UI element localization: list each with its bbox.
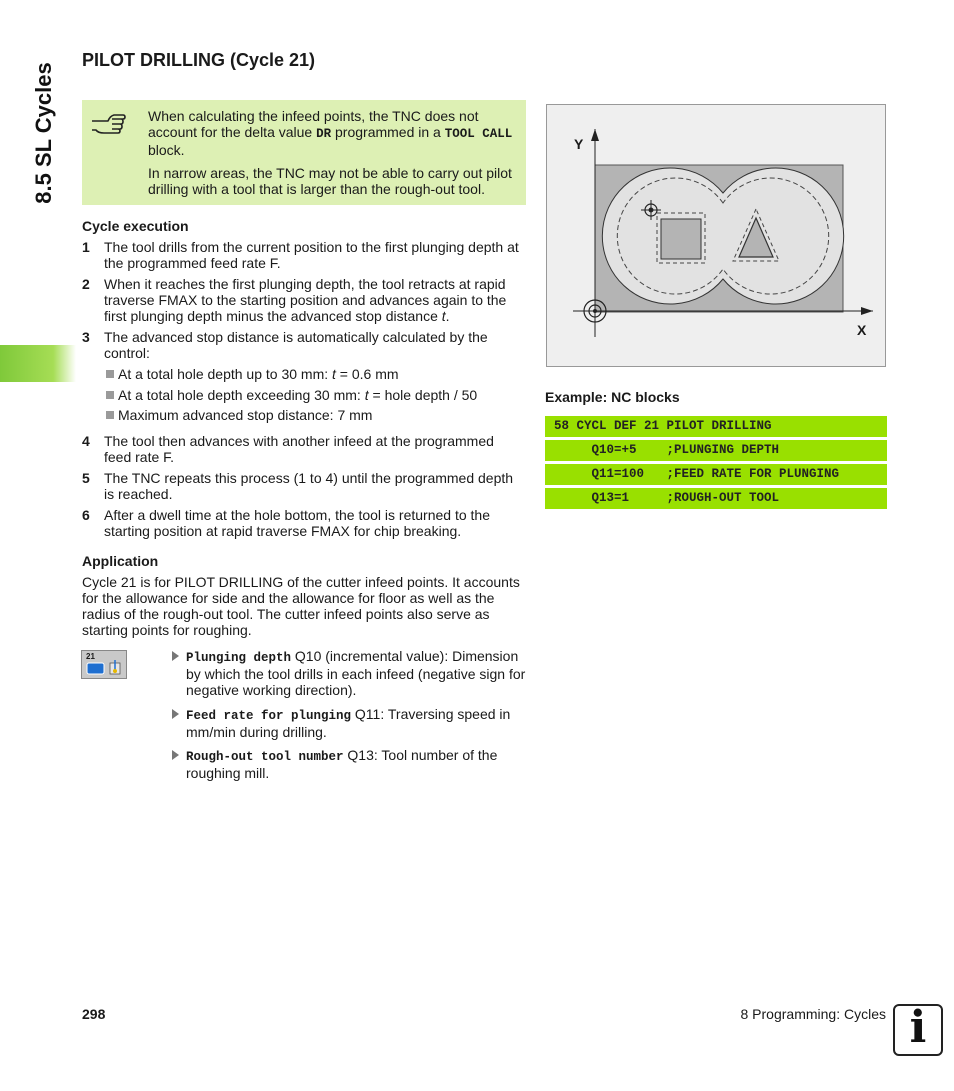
step-number: 4 <box>82 433 90 449</box>
nc-block-line: Q11=100 ;FEED RATE FOR PLUNGING <box>545 464 887 485</box>
bullet-italic: t <box>364 387 369 403</box>
bullet-item <box>106 407 526 423</box>
square-bullet-icon <box>106 411 114 419</box>
bullet-italic: t <box>332 366 336 382</box>
param-description: Q13: Tool number of the roughing mill. <box>186 747 498 781</box>
example-heading: Example: NC blocks <box>545 389 680 405</box>
param-text <box>186 706 526 740</box>
bullet-item <box>106 366 526 382</box>
param-text <box>186 648 526 698</box>
note-box <box>82 100 526 205</box>
chapter-side-title <box>20 45 68 220</box>
cycle-21-softkey[interactable] <box>81 650 127 679</box>
square-bullet-icon <box>106 370 114 378</box>
param-code: Plunging depth <box>186 651 292 665</box>
step-text-italic: t <box>441 308 446 324</box>
page-number: 298 <box>82 1006 106 1022</box>
step-text: The advanced stop distance is automatically calculated by the control: <box>104 329 488 361</box>
info-icon <box>893 1004 943 1056</box>
param-description: Q11: Traversing speed in mm/min during drilling. <box>186 706 511 740</box>
step-number: 6 <box>82 507 90 523</box>
chapter-side-title-text: 8.5 SL Cycles <box>31 61 56 204</box>
step-number: 1 <box>82 239 90 255</box>
param-text <box>186 747 526 781</box>
chapter-tab-marker <box>0 345 76 382</box>
step-text <box>104 276 524 324</box>
info-glyph: i <box>909 1002 927 1053</box>
step-text: The TNC repeats this process (1 to 4) until the programmed depth is reached. <box>104 470 514 502</box>
bullet-text: At a total hole depth exceeding 30 mm: <box>118 387 365 403</box>
square-bullet-icon <box>106 391 114 399</box>
note-code-dr: DR <box>316 127 332 141</box>
x-axis-label: X <box>857 322 867 338</box>
step-text: After a dwell time at the hole bottom, the tool is returned to the starting position at rapid traverse FMAX for chip breaking. <box>104 507 490 539</box>
step-number: 5 <box>82 470 90 486</box>
note-text: programmed in a <box>331 124 445 140</box>
note-code-tool-call: TOOL CALL <box>444 127 513 141</box>
bullet-text: = hole depth / 50 <box>368 387 478 403</box>
nc-block-line: 58 CYCL DEF 21 PILOT DRILLING <box>545 416 887 437</box>
bullet-text: = 0.6 mm <box>335 366 399 382</box>
application-text: Cycle 21 is for PILOT DRILLING of the cutter infeed points. It accounts for the allowance for side and the allowance for floor as well as the radius of the rough-out tool. The cutter infeed points also serve as starting points for roughing. <box>82 574 520 638</box>
param-code: Rough-out tool number <box>186 750 344 764</box>
pilot-drilling-icon <box>86 660 124 677</box>
note-paragraph-1 <box>148 108 518 158</box>
note-paragraph-2: In narrow areas, the TNC may not be able to carry out pilot drilling with a tool that is larger than the rough-out tool. <box>148 165 512 197</box>
step-text: The tool drills from the current position to the first plunging depth at the programmed feed rate F. <box>104 239 519 271</box>
note-text: block. <box>148 142 185 158</box>
pilot-drilling-figure <box>546 104 886 367</box>
bullet-item <box>106 387 526 403</box>
param-description: Q10 (incremental value): Dimension by which the tool drills in each infeed (negative sign for negative working direction). <box>186 648 526 698</box>
triangle-bullet-icon <box>172 651 179 661</box>
application-heading: Application <box>82 553 159 569</box>
softkey-label: 21 <box>86 652 95 661</box>
nc-block-line: Q10=+5 ;PLUNGING DEPTH <box>545 440 887 461</box>
step-number: 3 <box>82 329 90 345</box>
chapter-footer: 8 Programming: Cycles <box>740 1006 886 1022</box>
bullet-text: At a total hole depth up to 30 mm: <box>118 366 333 382</box>
step-text-part: . <box>445 308 450 324</box>
figure-drawing <box>547 105 885 366</box>
step-text: The tool then advances with another infeed at the programmed feed rate F. <box>104 433 494 465</box>
param-code: Feed rate for plunging <box>186 709 352 723</box>
cycle-execution-heading: Cycle execution <box>82 218 189 234</box>
step-number: 2 <box>82 276 90 292</box>
triangle-bullet-icon <box>172 709 179 719</box>
step-text-part: When it reaches the first plunging depth, the tool retracts at rapid traverse FMAX to the starting position and advances again to the first plunging depth minus the advanced stop distance <box>104 276 507 324</box>
pointing-hand-icon <box>90 110 126 136</box>
bullet-text: Maximum advanced stop distance: 7 mm <box>118 407 373 423</box>
triangle-bullet-icon <box>172 750 179 760</box>
note-text: When calculating the infeed points, the TNC does not account for the delta value <box>148 108 479 140</box>
page-title: PILOT DRILLING (Cycle 21) <box>82 50 316 70</box>
nc-block-line: Q13=1 ;ROUGH-OUT TOOL <box>545 488 887 509</box>
y-axis-label: Y <box>574 136 584 152</box>
